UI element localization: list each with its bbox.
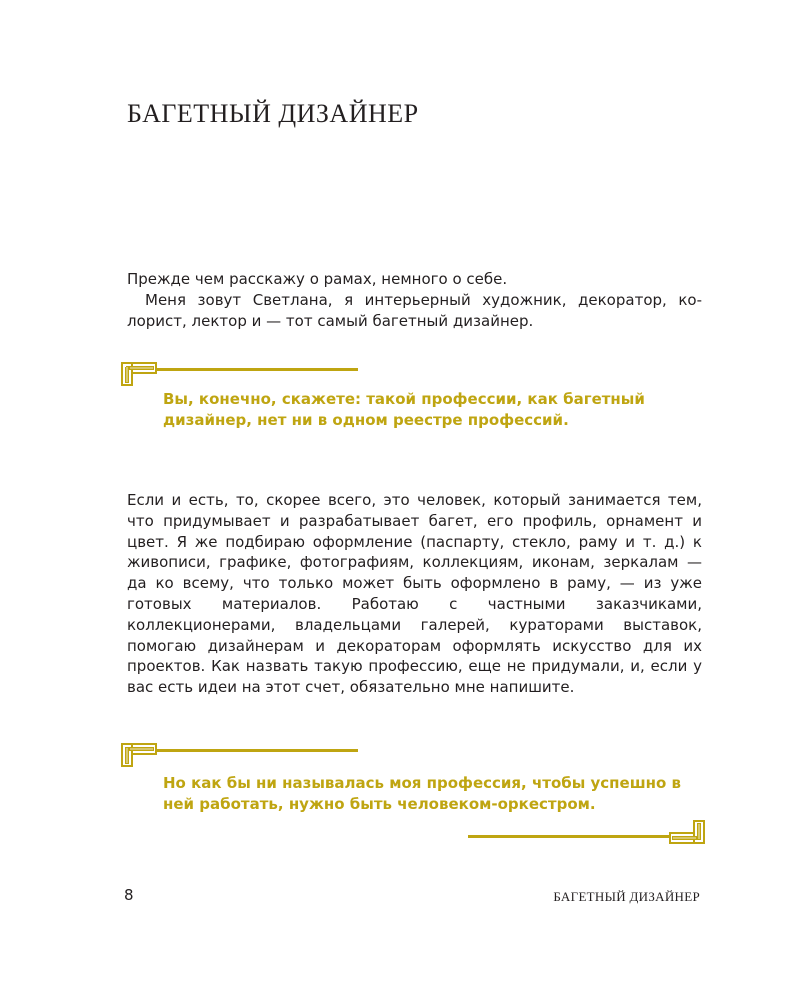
main-paragraph: Если и есть, то, скорее всего, это человек, который занимается тем, что придумывает и разрабатывает багет, его профиль, орнамент и цвет. Я же подбираю оформление (паспарту, стекло, раму и т. д.) к живописи, графике, фотографиям, коллекциям, иконам, зеркалам — да ко всему, что только может быть оформлено в раму, — из уже готовых материалов. Работаю с частными заказчиками, коллекционерами, владельцами галерей, кураторами выставок, помогаю дизайнерам и декораторам оформлять искусство для их проектов. Как назвать такую профессию, еще не придумали, и, если у вас есть идеи на этот счет, обязательно мне напишите. (127, 491, 702, 697)
frame-ornament-icon (121, 743, 361, 769)
frame-ornament-icon (465, 818, 705, 844)
main-text (127, 490, 702, 698)
intro-paragraph: Меня зовут Светлана, я интерьерный художник, декоратор, колорист, лектор и — тот самый багетный дизайнер. (127, 290, 702, 330)
chapter-title: БАГЕТНЫЙ ДИЗАЙНЕР (127, 99, 419, 128)
running-title: БАГЕТНЫЙ ДИЗАЙНЕР (553, 889, 700, 904)
pull-quote: Вы, конечно, скажете: такой профессии, как багетный дизайнер, нет ни в одном реестре профессий. (163, 390, 645, 429)
page-number: 8 (124, 886, 134, 904)
frame-ornament-icon (121, 362, 361, 388)
intro-text (127, 269, 702, 331)
intro-paragraph: Прежде чем расскажу о рамах, немного о себе. (127, 270, 508, 288)
pull-quote: Но как бы ни называлась моя профессия, чтобы успешно в ней работать, нужно быть человеком-оркестром. (163, 774, 682, 813)
